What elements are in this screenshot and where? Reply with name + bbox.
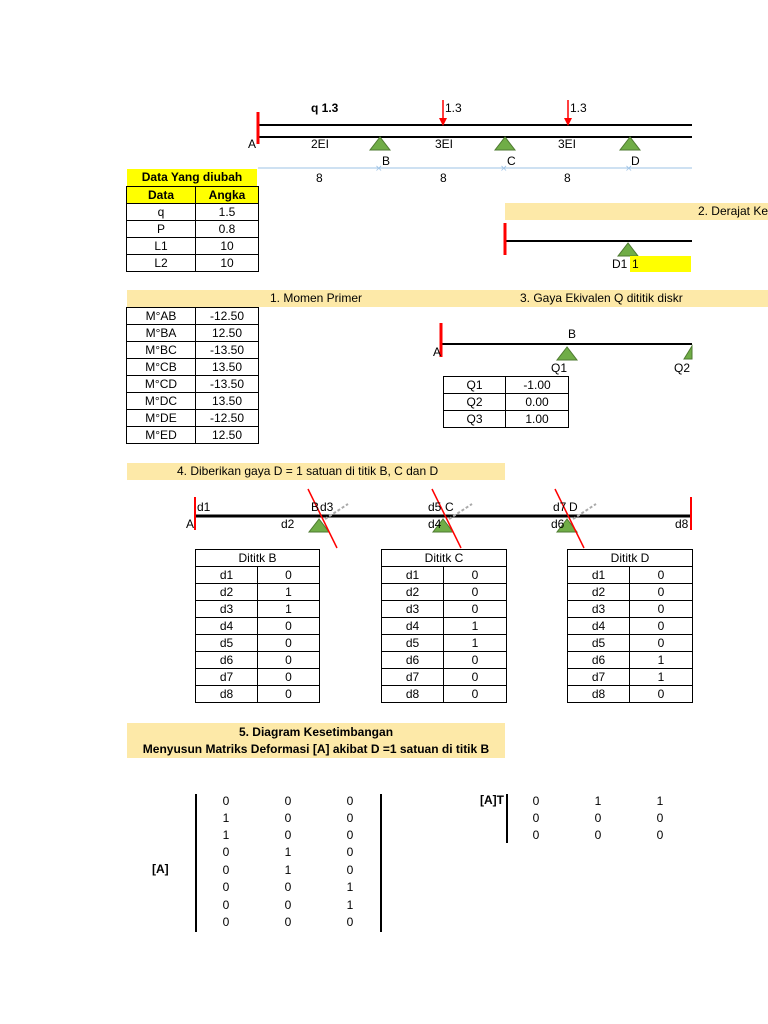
force-cell: Q3: [444, 411, 506, 428]
matrix-cell: 1: [346, 880, 354, 894]
cell: 0: [258, 618, 320, 635]
support-c: [495, 137, 515, 150]
cell: 1: [630, 652, 693, 669]
point-load-1-label: 1.3: [445, 101, 462, 115]
matrix-cell: 0: [284, 880, 292, 894]
distributed-load-label: q 1.3: [311, 101, 339, 115]
matrix-cell: 0: [284, 794, 292, 808]
force-cell: Q2: [444, 394, 506, 411]
support-d: [620, 137, 640, 150]
cell: 1: [258, 601, 320, 618]
length-1: 8: [316, 171, 323, 185]
cell: d8: [196, 686, 258, 703]
cell: d8: [382, 686, 444, 703]
matrix-cell: 0: [532, 811, 540, 825]
input-cell: L2: [127, 255, 196, 272]
label-c: C: [445, 500, 454, 514]
d1-label: D1: [612, 257, 628, 271]
matrix-cell: 0: [222, 915, 230, 929]
cell: 0: [630, 635, 693, 652]
cell: 0: [630, 601, 693, 618]
matrix-cell: 0: [532, 794, 540, 808]
moment-cell: M°CB: [127, 359, 196, 376]
label-d8: d8: [675, 517, 689, 531]
matrix-cell: 0: [222, 794, 230, 808]
matrix-cell: 0: [284, 811, 292, 825]
section5-subtitle: Menyusun Matriks Deformasi [A] akibat D =1 satuan di titik B: [142, 742, 490, 756]
matrix-cell: 0: [346, 794, 354, 808]
svg-text:×: ×: [625, 164, 633, 174]
matrix-cell: 0: [346, 915, 354, 929]
section4-beam: [195, 489, 692, 548]
moment-cell: -13.50: [196, 376, 259, 393]
label-d3: d3: [320, 500, 334, 514]
cell: 0: [258, 686, 320, 703]
cell: 1: [444, 618, 507, 635]
cell: 0: [444, 584, 507, 601]
matrix-cell: 0: [594, 828, 602, 842]
input-header-angka: Angka: [196, 187, 259, 204]
segment-cd-label: 3EI: [558, 137, 577, 151]
label-a: A: [186, 517, 195, 531]
matrix-cell: 1: [594, 794, 602, 808]
section3-beam: [441, 323, 692, 360]
matrix-cell: 0: [656, 828, 664, 842]
cell: d3: [196, 601, 258, 618]
matrix-cell: 1: [284, 863, 292, 877]
cell: d5: [568, 635, 630, 652]
d1-value-cell[interactable]: 1: [630, 256, 691, 272]
node-b-label: B: [382, 154, 391, 168]
cell: 0: [444, 601, 507, 618]
label-d1: d1: [197, 500, 211, 514]
matrix-cell: 0: [284, 828, 292, 842]
moment-cell: M°DC: [127, 393, 196, 410]
input-cell: q: [127, 204, 196, 221]
table-title: Dititk B: [196, 550, 320, 567]
section5-title: 5. Diagram Kesetimbangan: [238, 725, 394, 739]
node-a-label: A: [248, 137, 257, 151]
matrix-cell: 0: [594, 811, 602, 825]
cell: 0: [444, 652, 507, 669]
svg-text:×: ×: [500, 164, 508, 174]
matrix-cell: 0: [346, 811, 354, 825]
node-c-label: C: [507, 154, 516, 168]
moment-cell: -12.50: [196, 308, 259, 325]
matrix-cell: 0: [532, 828, 540, 842]
cell: 0: [258, 635, 320, 652]
node-d-label: D: [631, 154, 640, 168]
moment-cell: M°ED: [127, 427, 196, 444]
section2-title: 2. Derajat Ke: [505, 203, 768, 220]
cell: d6: [382, 652, 444, 669]
cell: d7: [382, 669, 444, 686]
matrix-cell: 0: [222, 845, 230, 859]
table-title: Dititk D: [568, 550, 693, 567]
table-dititk-c: [381, 549, 507, 703]
segment-ab-label: 2EI: [311, 137, 330, 151]
cell: d5: [196, 635, 258, 652]
section1-title: 1. Momen Primer: [127, 290, 505, 307]
cell: d2: [196, 584, 258, 601]
equivalent-force-table: [443, 376, 569, 428]
input-cell: P: [127, 221, 196, 238]
cell: d4: [196, 618, 258, 635]
cell: d4: [382, 618, 444, 635]
cell: 0: [444, 686, 507, 703]
moment-cell: 13.50: [196, 393, 259, 410]
cell: d7: [568, 669, 630, 686]
section3-q1-label: Q1: [551, 361, 568, 375]
cell: 0: [630, 584, 693, 601]
cell: d1: [568, 567, 630, 584]
matrix-cell: 0: [346, 845, 354, 859]
svg-text:×: ×: [375, 164, 383, 174]
primary-moment-table: [126, 307, 259, 444]
table-title: Dititk C: [382, 550, 507, 567]
cell: 0: [444, 567, 507, 584]
force-cell: Q1: [444, 377, 506, 394]
matrix-cell: 1: [656, 794, 664, 808]
moment-cell: M°BC: [127, 342, 196, 359]
input-cell[interactable]: 0.8: [196, 221, 259, 238]
cell: d6: [196, 652, 258, 669]
matrix-at-label: [A]T: [480, 793, 504, 807]
table-dititk-d: [567, 549, 693, 703]
moment-cell: -12.50: [196, 410, 259, 427]
cell: d3: [382, 601, 444, 618]
force-cell: 1.00: [506, 411, 569, 428]
matrix-cell: 0: [284, 915, 292, 929]
matrix-cell: 1: [284, 845, 292, 859]
support-b: [370, 137, 390, 150]
cell: 1: [258, 584, 320, 601]
matrix-cell: 1: [222, 811, 230, 825]
force-cell: -1.00: [506, 377, 569, 394]
label-d5: d5: [428, 500, 442, 514]
cell: 0: [630, 567, 693, 584]
cell: 0: [444, 669, 507, 686]
moment-cell: -13.50: [196, 342, 259, 359]
moment-cell: 12.50: [196, 427, 259, 444]
cell: d7: [196, 669, 258, 686]
moment-cell: M°CD: [127, 376, 196, 393]
matrix-cell: 1: [222, 828, 230, 842]
input-data-table: [126, 186, 259, 272]
length-3: 8: [564, 171, 571, 185]
cell: d4: [568, 618, 630, 635]
matrix-cell: 0: [222, 863, 230, 877]
moment-cell: M°DE: [127, 410, 196, 427]
section3-node-a: A: [433, 345, 442, 359]
cell: 0: [258, 567, 320, 584]
length-2: 8: [440, 171, 447, 185]
matrix-cell: 0: [222, 898, 230, 912]
label-d6: d6: [551, 517, 565, 531]
section3-title: 3. Gaya Ekivalen Q dititik diskr: [505, 290, 768, 307]
cell: d5: [382, 635, 444, 652]
moment-cell: M°BA: [127, 325, 196, 342]
matrix-cell: 1: [346, 898, 354, 912]
cell: d8: [568, 686, 630, 703]
input-cell[interactable]: 1.5: [196, 204, 259, 221]
matrix-cell: 0: [346, 863, 354, 877]
matrix-a-label: [A]: [152, 862, 169, 876]
cell: 1: [444, 635, 507, 652]
cell: 0: [630, 686, 693, 703]
matrix-cell: 0: [284, 898, 292, 912]
label-d4: d4: [428, 517, 442, 531]
section3-node-b: B: [568, 327, 577, 341]
section3-q2-label: Q2: [674, 361, 691, 375]
cell: 0: [258, 652, 320, 669]
cell: d6: [568, 652, 630, 669]
cell: 0: [630, 618, 693, 635]
cell: d1: [196, 567, 258, 584]
cell: d1: [382, 567, 444, 584]
input-cell: L1: [127, 238, 196, 255]
matrix-cell: 0: [656, 811, 664, 825]
moment-cell: M°AB: [127, 308, 196, 325]
cell: 1: [630, 669, 693, 686]
label-d7: d7: [553, 500, 567, 514]
moment-cell: 13.50: [196, 359, 259, 376]
section4-title: 4. Diberikan gaya D = 1 satuan di titik B, C dan D: [127, 463, 505, 480]
input-table-title: Data Yang diubah: [127, 169, 257, 186]
label-d: D: [569, 500, 578, 514]
input-cell[interactable]: 10: [196, 255, 259, 272]
matrix-cell: 0: [222, 880, 230, 894]
section2-beam: [505, 223, 692, 256]
force-cell: 0.00: [506, 394, 569, 411]
input-cell[interactable]: 10: [196, 238, 259, 255]
label-b: B: [311, 500, 320, 514]
moment-cell: 12.50: [196, 325, 259, 342]
matrix-cell: 0: [346, 828, 354, 842]
point-load-2-label: 1.3: [570, 101, 587, 115]
table-dititk-b: [195, 549, 320, 703]
input-header-data: Data: [127, 187, 196, 204]
cell: d3: [568, 601, 630, 618]
cell: d2: [382, 584, 444, 601]
cell: d2: [568, 584, 630, 601]
cell: 0: [258, 669, 320, 686]
section5-band: [127, 723, 505, 758]
label-d2: d2: [281, 517, 295, 531]
segment-bc-label: 3EI: [435, 137, 454, 151]
